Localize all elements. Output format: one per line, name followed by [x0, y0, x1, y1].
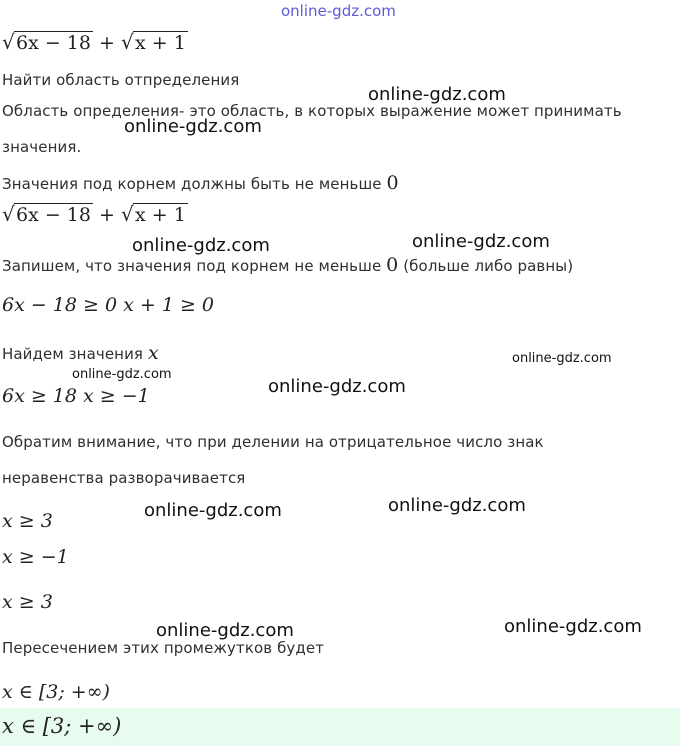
- inequalities-line: [2, 294, 214, 316]
- interval-expr: x ∈ [3; +∞): [2, 681, 110, 703]
- answer-expr: [2, 714, 121, 738]
- under-root-prefix: Значения под корнем должны быть не меньше: [2, 175, 382, 193]
- step-a: 6x ≥ 18: [2, 385, 77, 407]
- sqrt-2: √ x + 1: [121, 30, 186, 54]
- definition-line-1: Область определения- это область, в которых выражение может принимать: [2, 102, 622, 120]
- answer-box: [0, 708, 680, 746]
- watermark: online-gdz.com: [368, 84, 506, 105]
- watermark: online-gdz.com: [504, 616, 642, 637]
- watermark: online-gdz.com: [124, 116, 262, 137]
- write-text: [2, 254, 573, 276]
- sqrt-1: √ 6x − 18: [2, 202, 91, 226]
- zero-value: 0: [386, 254, 399, 276]
- find-x-prefix: Найдем значения: [2, 345, 144, 363]
- write-suffix: (больше либо равны): [403, 257, 574, 275]
- zero-value: 0: [386, 172, 399, 194]
- sqrt-2: √ x + 1: [121, 202, 186, 226]
- watermark: online-gdz.com: [412, 231, 550, 252]
- inequality-a: 6x − 18 ≥ 0: [2, 294, 118, 316]
- radicand-2: x + 1: [135, 204, 186, 226]
- watermark: online-gdz.com: [268, 376, 406, 397]
- steps-line: [2, 385, 150, 407]
- watermark: online-gdz.com: [388, 495, 526, 516]
- watermark: online-gdz.com: [72, 367, 172, 382]
- watermark: online-gdz.com: [132, 235, 270, 256]
- under-root-text: [2, 172, 399, 194]
- result-3-expr: x ≥ 3: [2, 591, 53, 613]
- intersection-text: Пересечением этих промежутков будет: [2, 639, 325, 657]
- expression-1: [2, 32, 188, 54]
- sqrt-1: √ 6x − 18: [2, 30, 91, 54]
- watermark: online-gdz.com: [512, 351, 612, 366]
- definition-line-2: значения.: [2, 138, 82, 156]
- radicand-1: 6x − 18: [16, 204, 91, 226]
- find-x-text: [2, 342, 159, 364]
- step-b: x ≥ −1: [83, 385, 150, 407]
- radicand-1: 6x − 18: [16, 32, 91, 54]
- result-3: [2, 591, 53, 613]
- write-prefix: Запишем, что значения под корнем не меньше: [2, 257, 382, 275]
- x-variable: x: [147, 342, 159, 364]
- answer-value: x ∈ [3; +∞): [2, 714, 122, 738]
- expression-2: [2, 204, 188, 226]
- result-2: [2, 546, 69, 568]
- watermark: online-gdz.com: [144, 500, 282, 521]
- inequality-b: x + 1 ≥ 0: [123, 294, 215, 316]
- plus-sign: +: [99, 204, 115, 226]
- result-2-expr: x ≥ −1: [2, 546, 69, 568]
- note-line-2: неравенства разворачивается: [2, 469, 246, 487]
- find-domain-text: Найти область отпределения: [2, 71, 240, 89]
- note-line-1: Обратим внимание, что при делении на отрицательное число знак: [2, 433, 544, 451]
- plus-sign: +: [99, 32, 115, 54]
- watermark: online-gdz.com: [156, 620, 294, 641]
- radicand-2: x + 1: [135, 32, 186, 54]
- watermark-top: online-gdz.com: [281, 2, 396, 20]
- result-1-expr: x ≥ 3: [2, 510, 53, 532]
- result-1: [2, 510, 53, 532]
- interval-line: [2, 681, 110, 703]
